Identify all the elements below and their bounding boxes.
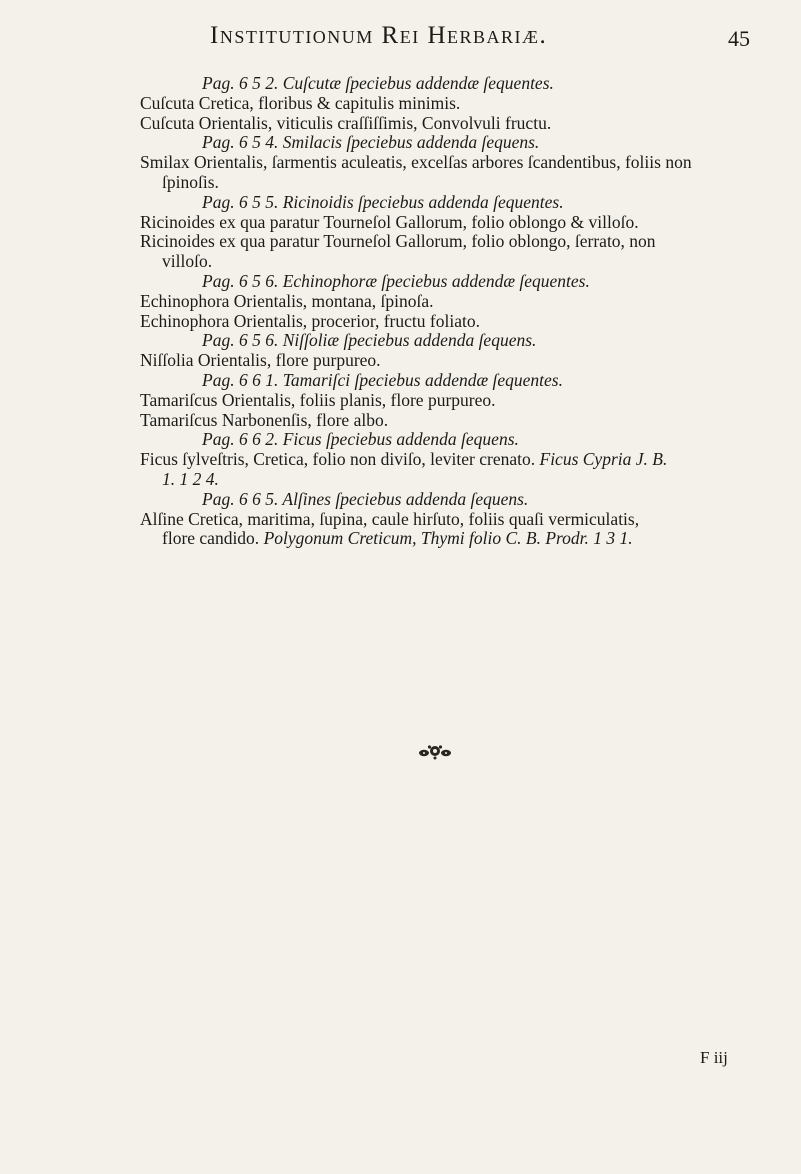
entry-echinophora (140, 272, 780, 331)
entry-line: Cuſcuta Orientalis, viticulis craſſiſſimis, Convolvuli fructu. (140, 112, 552, 133)
entry-heading: Pag. 6 5 5. Ricinoidis ſpeciebus addenda ſequentes. (202, 191, 564, 212)
entry-cuscuta (140, 74, 780, 133)
entry-nissolia (140, 331, 780, 371)
entry-text: Alſine Cretica, maritima, ſupina, caule hirſuto, foliis quaſi vermiculatis, (140, 508, 640, 529)
entry-heading: Pag. 6 6 1. Tamariſci ſpeciebus addendæ ſequentes. (202, 369, 563, 390)
synonym-reference: 1. 1 2 4. (162, 468, 219, 489)
entry-line: villoſo. (162, 251, 213, 272)
synonym-reference: Ficus Cypria J. B. (539, 449, 668, 470)
entry-heading: Pag. 6 6 5. Alſines ſpeciebus addenda ſequens. (202, 488, 529, 509)
entry-line: Ricinoides ex qua paratur Tourneſol Gallorum, folio oblongo, ſerrato, non (140, 231, 656, 252)
entry-line: Ricinoides ex qua paratur Tourneſol Gallorum, folio oblongo & villoſo. (140, 211, 639, 232)
entry-text: flore candido. (162, 528, 264, 549)
entry-line (140, 510, 780, 530)
entry-line: Echinophora Orientalis, montana, ſpinoſa. (140, 290, 434, 311)
entry-line (140, 470, 780, 490)
running-head (210, 18, 750, 54)
entry-line (140, 529, 780, 549)
signature-mark: F iij (700, 1048, 728, 1067)
entry-line: Tamariſcus Narbonenſis, flore albo. (140, 409, 389, 430)
entry-line: Niſſolia Orientalis, flore purpureo. (140, 350, 381, 371)
entry-line: Smilax Orientalis, ſarmentis aculeatis, excelſas arbores ſcandentibus, foliis non (140, 152, 692, 173)
entry-heading: Pag. 6 5 4. Smilacis ſpeciebus addenda ſequens. (202, 132, 540, 153)
entry-line: Echinophora Orientalis, procerior, fructu foliato. (140, 310, 480, 331)
synonym-reference: Polygonum Creticum, Thymi folio C. B. Prodr. 1 3 1. (263, 528, 633, 549)
entry-heading: Pag. 6 5 6. Niſſoliæ ſpeciebus addenda ſequens. (202, 330, 537, 351)
entry-text: Ficus ſylveſtris, Cretica, folio non diviſo, leviter crenato. (140, 449, 540, 470)
entry-line: ſpinoſis. (162, 171, 219, 192)
body-text (140, 74, 780, 549)
entry-heading: Pag. 6 6 2. Ficus ſpeciebus addenda ſequens. (202, 429, 519, 450)
entry-line: Tamariſcus Orientalis, foliis planis, flore purpureo. (140, 389, 496, 410)
running-title: Institutionum Rei Herbariæ. (210, 22, 548, 49)
entry-line: Cuſcuta Cretica, floribus & capitulis minimis. (140, 92, 461, 113)
page-number: 45 (728, 26, 750, 51)
entry-ricinoides (140, 193, 780, 272)
entry-alsine (140, 490, 780, 549)
entry-heading: Pag. 6 5 6. Echinophoræ ſpeciebus addendæ ſequentes. (202, 270, 590, 291)
entry-line (140, 450, 780, 470)
floral-tailpiece-icon (418, 744, 452, 760)
entry-tamariscus (140, 371, 780, 430)
entry-ficus (140, 430, 780, 489)
entry-heading: Pag. 6 5 2. Cuſcutæ ſpeciebus addendæ ſequentes. (202, 73, 554, 93)
entry-smilax (140, 133, 780, 192)
